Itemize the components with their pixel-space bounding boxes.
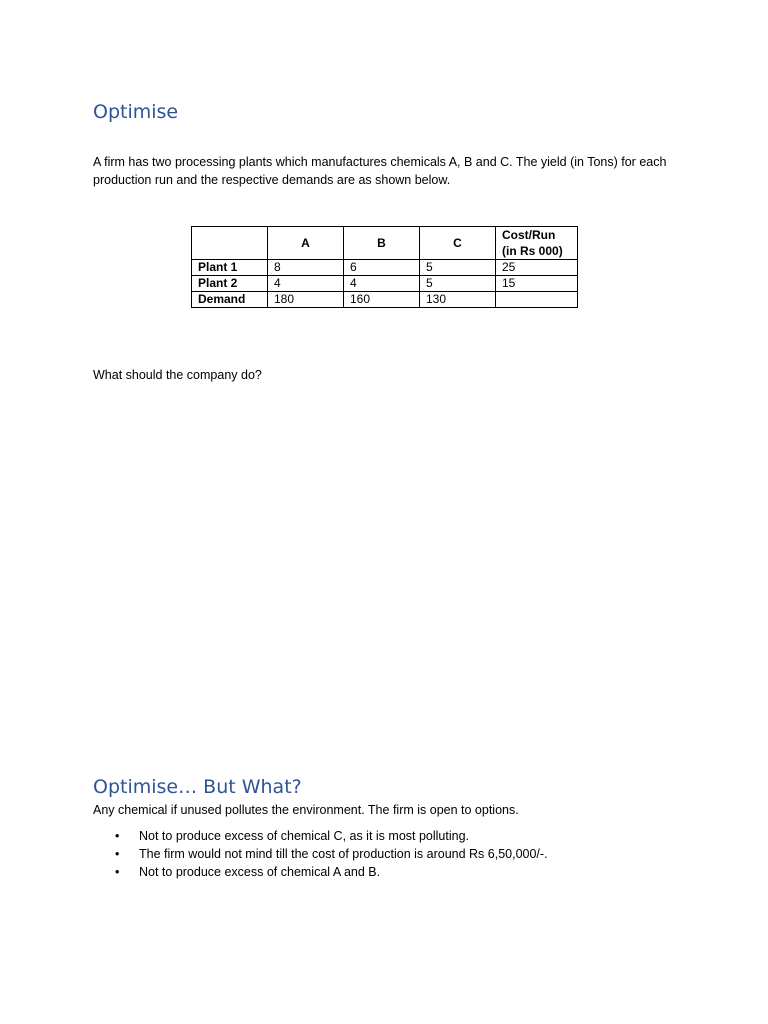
- table-cell: 8: [268, 260, 344, 276]
- table-cell: 4: [344, 276, 420, 292]
- table-header-cost: [496, 227, 578, 260]
- section-heading-optimise-but-what: Optimise… But What?: [93, 776, 302, 798]
- question-paragraph: What should the company do?: [93, 368, 262, 382]
- row-label: Demand: [192, 292, 268, 308]
- table-cell: [496, 292, 578, 308]
- section-heading-optimise: Optimise: [93, 101, 179, 123]
- table-header-b: B: [344, 227, 420, 260]
- table-cell: 4: [268, 276, 344, 292]
- intro-paragraph: A firm has two processing plants which manufactures chemicals A, B and C. The yield (in Tons) for each production run and the respective demands are as shown below.: [93, 155, 667, 187]
- table-cell: 130: [420, 292, 496, 308]
- list-item-text: Not to produce excess of chemical C, as it is most polluting.: [139, 829, 470, 843]
- table-header-row: [192, 227, 578, 260]
- options-intro-paragraph: Any chemical if unused pollutes the environment. The firm is open to options.: [93, 803, 519, 817]
- table-cell: 5: [420, 276, 496, 292]
- list-item: [93, 827, 548, 845]
- cost-header-line1: Cost/Run: [502, 228, 556, 242]
- table-header-c: C: [420, 227, 496, 260]
- table-header-a: A: [268, 227, 344, 260]
- list-item: [93, 845, 548, 863]
- table-corner-cell: [192, 227, 268, 260]
- list-item-text: The firm would not mind till the cost of production is around Rs 6,50,000/-.: [139, 847, 548, 861]
- options-bullet-list: [93, 827, 548, 881]
- list-item-text: Not to produce excess of chemical A and B.: [139, 865, 381, 879]
- table-cell: 160: [344, 292, 420, 308]
- table-row: [192, 292, 578, 308]
- bullet-icon: •: [115, 829, 120, 843]
- bullet-icon: •: [115, 865, 120, 879]
- table-row: [192, 276, 578, 292]
- row-label: Plant 2: [192, 276, 268, 292]
- table-cell: 25: [496, 260, 578, 276]
- table-row: [192, 260, 578, 276]
- list-item: [93, 863, 548, 881]
- table-cell: 180: [268, 292, 344, 308]
- table-cell: 5: [420, 260, 496, 276]
- table-cell: 6: [344, 260, 420, 276]
- table-cell: 15: [496, 276, 578, 292]
- bullet-icon: •: [115, 847, 120, 861]
- yield-demand-table: [191, 226, 578, 308]
- row-label: Plant 1: [192, 260, 268, 276]
- cost-header-line2: (in Rs 000): [502, 244, 563, 258]
